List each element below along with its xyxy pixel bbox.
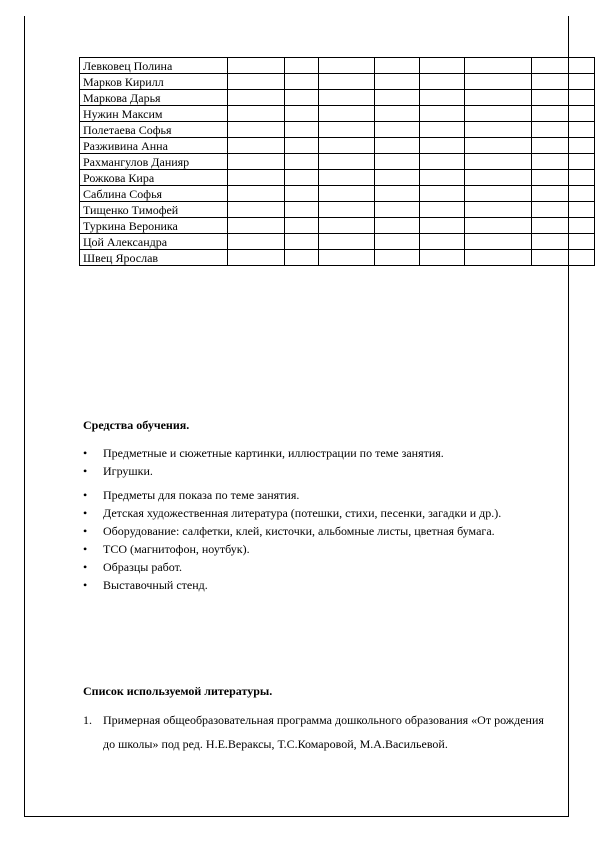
mark-cell (420, 74, 465, 90)
mark-cell (285, 58, 319, 74)
mark-cell (375, 218, 420, 234)
mark-cell (319, 250, 375, 266)
mark-cell (319, 234, 375, 250)
mark-cell (319, 154, 375, 170)
mark-cell (465, 122, 532, 138)
list-item: • Образцы работ. (83, 555, 553, 579)
mark-cell (228, 154, 285, 170)
mark-cell (532, 202, 595, 218)
student-name-cell: Разживина Анна (80, 138, 228, 154)
mark-cell (319, 122, 375, 138)
mark-cell (375, 186, 420, 202)
table-row (80, 122, 595, 138)
mark-cell (285, 74, 319, 90)
mark-cell (375, 250, 420, 266)
mark-cell (420, 58, 465, 74)
mark-cell (465, 154, 532, 170)
table-row (80, 154, 595, 170)
student-name-cell: Нужин Максим (80, 106, 228, 122)
bullet-icon: • (83, 464, 88, 478)
table-row (80, 218, 595, 234)
bullet-icon: • (83, 542, 88, 556)
mark-cell (465, 74, 532, 90)
mark-cell (420, 250, 465, 266)
mark-cell (420, 218, 465, 234)
mark-cell (375, 234, 420, 250)
mark-cell (319, 186, 375, 202)
mark-cell (420, 234, 465, 250)
mark-cell (375, 202, 420, 218)
mark-cell (319, 170, 375, 186)
bullet-icon: • (83, 446, 88, 460)
mark-cell (285, 170, 319, 186)
student-name-cell: Полетаева Софья (80, 122, 228, 138)
table-row (80, 74, 595, 90)
student-name-cell: Рожкова Кира (80, 170, 228, 186)
mark-cell (285, 154, 319, 170)
student-name-cell: Цой Александра (80, 234, 228, 250)
list-item: 1. Примерная общеобразовательная программа дошкольного образования «От рождения до школы» под ред. Н.Е.Вераксы, Т.С.Комаровой, М.А.Васильевой. (83, 708, 553, 756)
mark-cell (319, 74, 375, 90)
mark-cell (532, 186, 595, 202)
list-item: • ТСО (магнитофон, ноутбук). (83, 537, 553, 561)
table-row (80, 234, 595, 250)
mark-cell (228, 218, 285, 234)
mark-cell (319, 90, 375, 106)
student-name-cell: Маркова Дарья (80, 90, 228, 106)
table-row (80, 138, 595, 154)
mark-cell (532, 138, 595, 154)
list-number: 1. (83, 713, 92, 727)
mark-cell (465, 106, 532, 122)
mark-cell (532, 250, 595, 266)
list-item: • Предметы для показа по теме занятия. (83, 483, 553, 507)
mark-cell (375, 90, 420, 106)
table-row (80, 58, 595, 74)
student-name-cell: Туркина Вероника (80, 218, 228, 234)
list-item: • Оборудование: салфетки, клей, кисточки, альбомные листы, цветная бумага. (83, 519, 553, 543)
table-row (80, 250, 595, 266)
student-table (79, 57, 595, 266)
mark-cell (375, 58, 420, 74)
mark-cell (465, 234, 532, 250)
bullet-icon: • (83, 524, 88, 538)
table-row (80, 186, 595, 202)
mark-cell (420, 90, 465, 106)
mark-cell (319, 58, 375, 74)
mark-cell (319, 202, 375, 218)
mark-cell (465, 138, 532, 154)
list-item: • Выставочный стенд. (83, 573, 553, 597)
mark-cell (228, 138, 285, 154)
mark-cell (420, 154, 465, 170)
mark-cell (375, 138, 420, 154)
table-row (80, 202, 595, 218)
mark-cell (465, 170, 532, 186)
mark-cell (285, 122, 319, 138)
mark-cell (465, 58, 532, 74)
mark-cell (228, 202, 285, 218)
mark-cell (319, 218, 375, 234)
mark-cell (228, 106, 285, 122)
mark-cell (375, 154, 420, 170)
literature-heading: Список используемой литературы. (83, 684, 273, 698)
table-row (80, 106, 595, 122)
bullet-icon: • (83, 560, 88, 574)
mark-cell (285, 186, 319, 202)
mark-cell (465, 218, 532, 234)
mark-cell (465, 202, 532, 218)
bullet-icon: • (83, 488, 88, 502)
bullet-icon: • (83, 506, 88, 520)
mark-cell (465, 250, 532, 266)
mark-cell (228, 74, 285, 90)
student-name-cell: Рахмангулов Данияр (80, 154, 228, 170)
mark-cell (532, 90, 595, 106)
mark-cell (532, 74, 595, 90)
mark-cell (319, 138, 375, 154)
student-name-cell: Саблина Софья (80, 186, 228, 202)
mark-cell (319, 106, 375, 122)
mark-cell (285, 218, 319, 234)
mark-cell (285, 234, 319, 250)
table-row (80, 90, 595, 106)
mark-cell (285, 250, 319, 266)
mark-cell (532, 218, 595, 234)
literature-list (83, 708, 553, 756)
mark-cell (375, 170, 420, 186)
list-item: • Игрушки. (83, 459, 553, 483)
student-name-cell: Тищенко Тимофей (80, 202, 228, 218)
mark-cell (285, 90, 319, 106)
mark-cell (420, 170, 465, 186)
mark-cell (420, 106, 465, 122)
table-row (80, 170, 595, 186)
mark-cell (228, 234, 285, 250)
mark-cell (228, 250, 285, 266)
mark-cell (465, 90, 532, 106)
student-name-cell: Швец Ярослав (80, 250, 228, 266)
mark-cell (375, 74, 420, 90)
mark-cell (228, 186, 285, 202)
student-name-cell: Левковец Полина (80, 58, 228, 74)
student-name-cell: Марков Кирилл (80, 74, 228, 90)
mark-cell (285, 138, 319, 154)
bullet-icon: • (83, 578, 88, 592)
mark-cell (532, 154, 595, 170)
mark-cell (420, 186, 465, 202)
list-item: • Детская художественная литература (потешки, стихи, песенки, загадки и др.). (83, 501, 553, 525)
mark-cell (532, 234, 595, 250)
mark-cell (465, 186, 532, 202)
list-item: • Предметные и сюжетные картинки, иллюстрации по теме занятия. (83, 441, 553, 465)
mark-cell (285, 202, 319, 218)
mark-cell (532, 106, 595, 122)
mark-cell (228, 58, 285, 74)
teaching-means-list (83, 441, 553, 597)
mark-cell (532, 58, 595, 74)
mark-cell (532, 170, 595, 186)
teaching-means-heading: Средства обучения. (83, 418, 190, 432)
mark-cell (420, 138, 465, 154)
mark-cell (228, 90, 285, 106)
mark-cell (375, 106, 420, 122)
mark-cell (228, 170, 285, 186)
mark-cell (420, 122, 465, 138)
mark-cell (285, 106, 319, 122)
mark-cell (228, 122, 285, 138)
mark-cell (375, 122, 420, 138)
mark-cell (420, 202, 465, 218)
mark-cell (532, 122, 595, 138)
